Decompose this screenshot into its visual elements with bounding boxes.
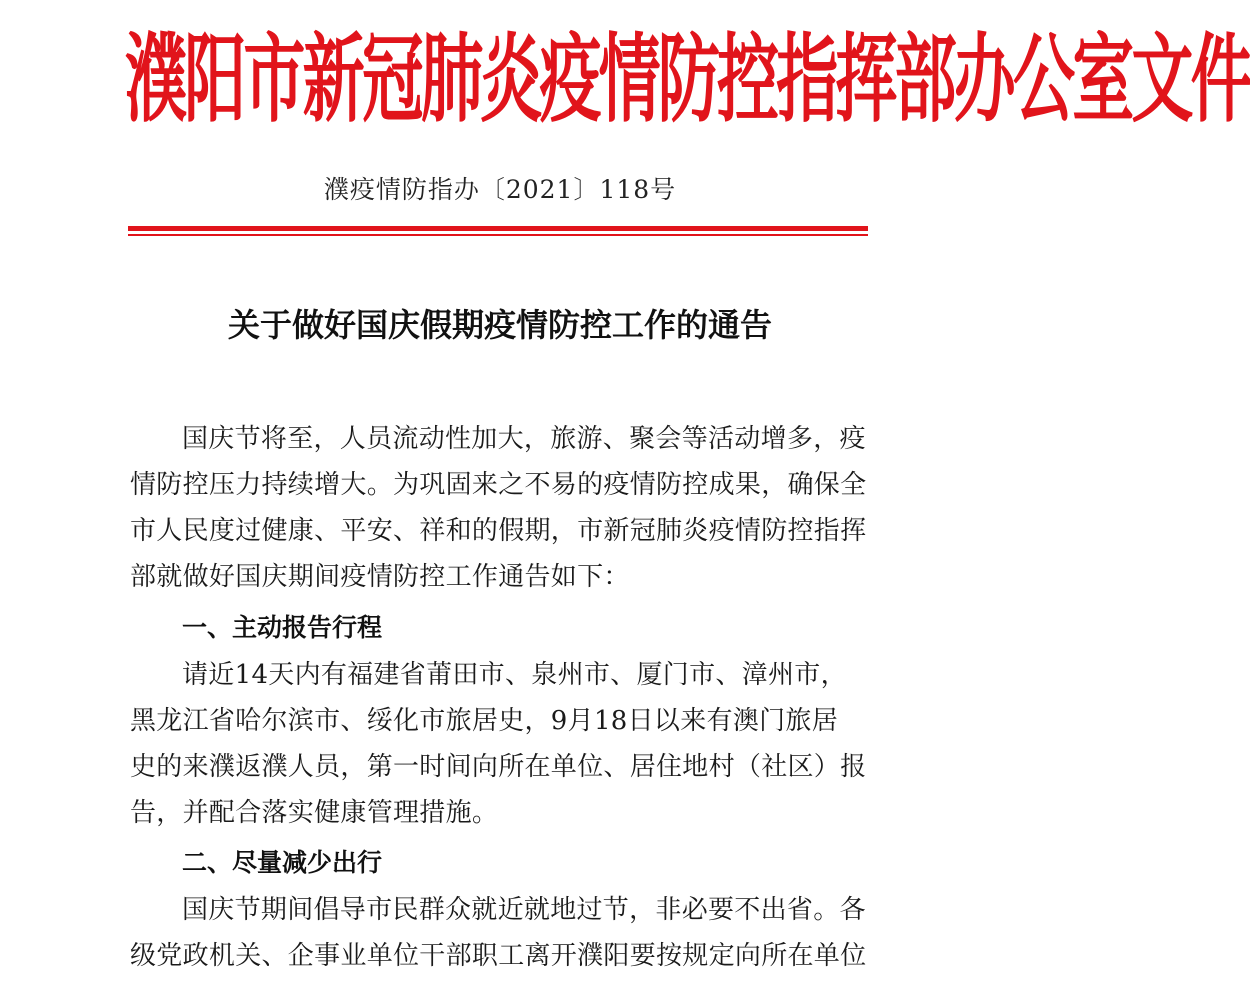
masthead	[125, 22, 1250, 136]
paragraph-line: 请近14天内有福建省莆田市、泉州市、厦门市、漳州市，	[182, 660, 847, 690]
paragraph-line: 级党政机关、企事业单位干部职工离开濮阳要按规定向所在单位	[130, 941, 867, 971]
intro-line: 国庆节将至，人员流动性加大，旅游、聚会等活动增多，疫	[182, 424, 866, 454]
intro-line: 部就做好国庆期间疫情防控工作通告如下：	[130, 562, 630, 592]
paragraph-line: 告，并配合落实健康管理措施。	[130, 798, 499, 828]
intro-line: 情防控压力持续增大。为巩固来之不易的疫情防控成果，确保全	[130, 470, 867, 500]
paragraph-line: 国庆节期间倡导市民群众就近就地过节，非必要不出省。各	[182, 895, 866, 925]
red-divider-thin	[128, 234, 868, 236]
red-divider-thick	[128, 226, 868, 231]
section-paragraph	[130, 652, 872, 836]
section-paragraph	[130, 887, 872, 979]
paragraph-line: 黑龙江省哈尔滨市、绥化市旅居史，9月18日以来有澳门旅居	[130, 706, 839, 736]
section-heading: 一、主动报告行程	[182, 613, 383, 642]
masthead-title: 濮阳市新冠肺炎疫情防控指挥部办公室文件	[125, 22, 1250, 136]
section-heading: 二、尽量减少出行	[182, 848, 383, 877]
notice-title: 关于做好国庆假期疫情防控工作的通告	[227, 306, 772, 344]
paragraph-line: 史的来濮返濮人员，第一时间向所在单位、居住地村（社区）报	[130, 752, 867, 782]
document-number: 濮疫情防指办〔2021〕118号	[323, 175, 677, 204]
intro-paragraph	[130, 416, 872, 600]
intro-line: 市人民度过健康、平安、祥和的假期，市新冠肺炎疫情防控指挥	[130, 516, 867, 546]
